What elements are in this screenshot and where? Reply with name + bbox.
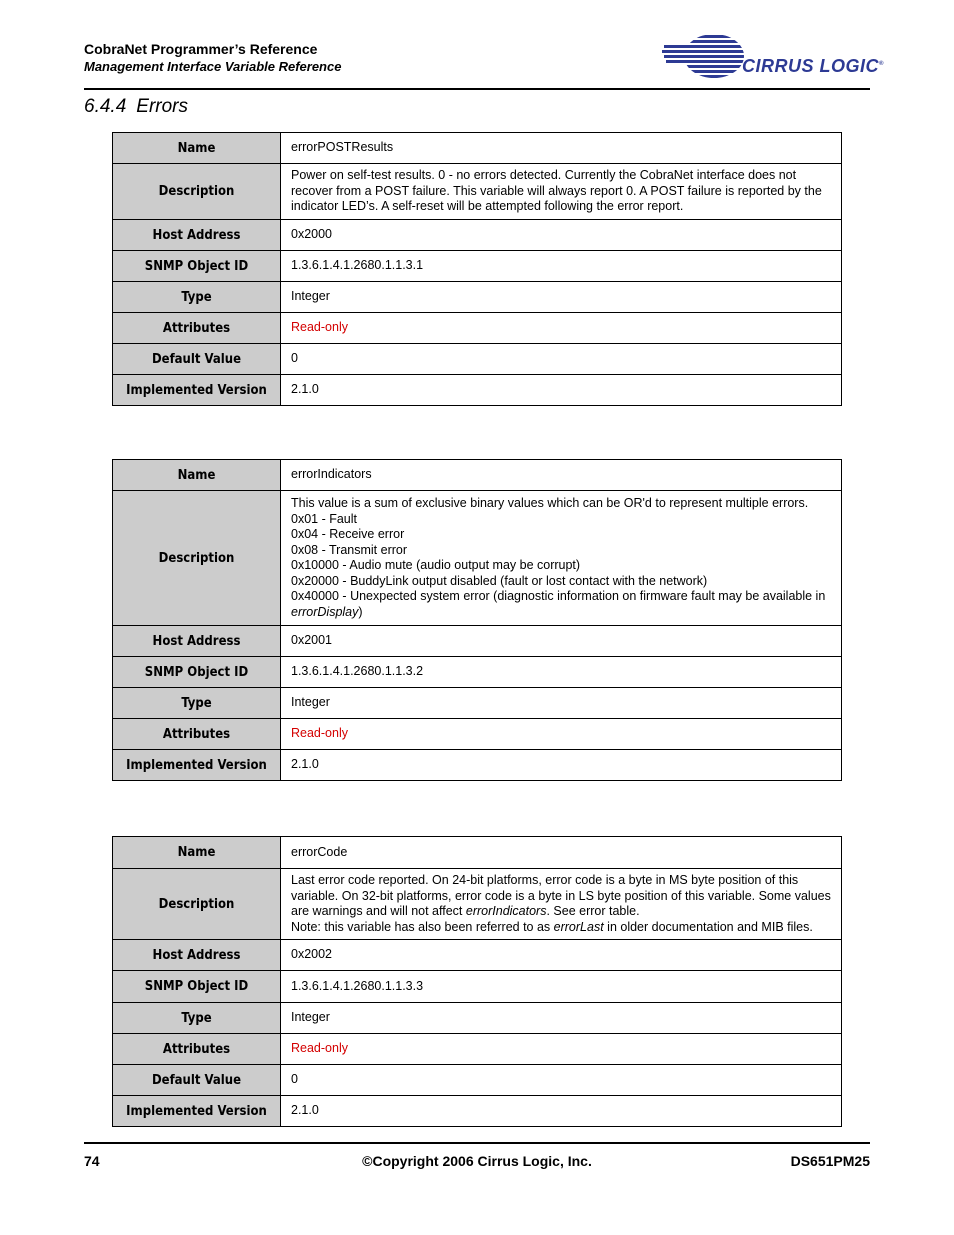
value-description (281, 869, 842, 940)
copyright-notice: ©Copyright 2006 Cirrus Logic, Inc. (362, 1153, 592, 1169)
logo-globe-icon (662, 32, 752, 86)
value-version: 2.1.0 (281, 1096, 842, 1127)
label-description: Description (113, 164, 281, 220)
value-type: Integer (281, 688, 842, 719)
label-host-address: Host Address (113, 626, 281, 657)
label-name: Name (113, 133, 281, 164)
label-snmp: SNMP Object ID (113, 971, 281, 1003)
label-host-address: Host Address (113, 940, 281, 971)
description-line: 0x40000 - Unexpected system error (diagnostic information on firmware fault may be available in errorDisplay) (291, 589, 826, 619)
value-type: Integer (281, 282, 842, 313)
footer-rule (84, 1142, 870, 1144)
description-line: 0x20000 - BuddyLink output disabled (fault or lost contact with the network) (291, 573, 708, 588)
value-snmp: 1.3.6.1.4.1.2680.1.1.3.1 (281, 251, 842, 282)
variable-table-errorCode (112, 836, 842, 1127)
value-description (281, 491, 842, 626)
row-snmp (113, 251, 842, 282)
description-line: Note: this variable has also been referred to as errorLast in older documentation and MIB files. (291, 919, 813, 934)
section-heading (84, 96, 188, 118)
row-type (113, 282, 842, 313)
row-description (113, 869, 842, 940)
value-host-address: 0x2000 (281, 220, 842, 251)
row-type (113, 688, 842, 719)
label-version: Implemented Version (113, 375, 281, 406)
header-rule (84, 88, 870, 90)
row-name (113, 837, 842, 869)
document-title: CobraNet Programmer’s Reference (84, 41, 318, 57)
value-snmp: 1.3.6.1.4.1.2680.1.1.3.2 (281, 657, 842, 688)
row-version (113, 1096, 842, 1127)
logo-wordmark: CIRRUS LOGIC® (742, 56, 884, 76)
row-snmp (113, 971, 842, 1003)
description-line: 0x10000 - Audio mute (audio output may be corrupt) (291, 558, 581, 572)
description-line: This value is a sum of exclusive binary values which can be OR'd to represent multiple errors. (291, 496, 809, 510)
variable-table-errorIndicators (112, 459, 842, 781)
value-description: Power on self-test results. 0 - no errors detected. Currently the CobraNet interface does not recover from a POST failure. This variable will always report 0. A POST failure is reported by the indicator LED’s. A self-reset will be attempted following the error report. (281, 164, 842, 220)
value-host-address: 0x2001 (281, 626, 842, 657)
value-type: Integer (281, 1003, 842, 1034)
value-snmp: 1.3.6.1.4.1.2680.1.1.3.3 (281, 971, 842, 1003)
section-number: 6.4.4 (84, 96, 127, 117)
label-snmp: SNMP Object ID (113, 251, 281, 282)
label-version: Implemented Version (113, 750, 281, 781)
row-version (113, 750, 842, 781)
value-attributes: Read-only (281, 719, 842, 750)
row-host-address (113, 220, 842, 251)
label-name: Name (113, 837, 281, 869)
label-type: Type (113, 688, 281, 719)
section-title: Errors (136, 96, 188, 117)
variable-reference: errorLast (553, 919, 604, 934)
variable-reference: errorDisplay (291, 604, 359, 619)
label-default: Default Value (113, 1065, 281, 1096)
label-type: Type (113, 1003, 281, 1034)
row-attributes (113, 1034, 842, 1065)
value-default: 0 (281, 1065, 842, 1096)
variable-reference: errorIndicators (465, 904, 547, 918)
row-snmp (113, 657, 842, 688)
label-description: Description (113, 869, 281, 940)
row-description (113, 491, 842, 626)
value-attributes: Read-only (281, 1034, 842, 1065)
copyright-symbol: © (362, 1153, 373, 1169)
description-line: 0x01 - Fault (291, 511, 358, 526)
page-header (84, 40, 884, 76)
value-default: 0 (281, 344, 842, 375)
label-attributes: Attributes (113, 719, 281, 750)
document-subtitle: Management Interface Variable Reference (84, 59, 342, 74)
document-number: DS651PM25 (790, 1153, 870, 1169)
page-number: 74 (84, 1153, 100, 1169)
row-type (113, 1003, 842, 1034)
cirrus-logic-logo (662, 32, 884, 86)
description-line: 0x04 - Receive error (291, 527, 405, 541)
value-attributes: Read-only (281, 313, 842, 344)
value-version: 2.1.0 (281, 750, 842, 781)
label-attributes: Attributes (113, 1034, 281, 1065)
row-default (113, 344, 842, 375)
label-attributes: Attributes (113, 313, 281, 344)
description-line: Last error code reported. On 24-bit platforms, error code is a byte in MS byte position of this variable. On 32-bit platforms, error code is a byte in LS byte position of this variable. Some values are warnings and will not affect errorIndicators. See error table. (291, 873, 831, 918)
value-host-address: 0x2002 (281, 940, 842, 971)
value-name: errorIndicators (281, 460, 842, 491)
label-version: Implemented Version (113, 1096, 281, 1127)
label-default: Default Value (113, 344, 281, 375)
label-host-address: Host Address (113, 220, 281, 251)
value-name: errorCode (281, 837, 842, 869)
row-name (113, 460, 842, 491)
value-version: 2.1.0 (281, 375, 842, 406)
label-name: Name (113, 460, 281, 491)
row-attributes (113, 719, 842, 750)
row-default (113, 1065, 842, 1096)
value-name: errorPOSTResults (281, 133, 842, 164)
row-host-address (113, 626, 842, 657)
row-host-address (113, 940, 842, 971)
label-type: Type (113, 282, 281, 313)
row-description (113, 164, 842, 220)
row-attributes (113, 313, 842, 344)
variable-table-errorPOSTResults (112, 132, 842, 406)
row-name (113, 133, 842, 164)
label-snmp: SNMP Object ID (113, 657, 281, 688)
row-version (113, 375, 842, 406)
description-line: 0x08 - Transmit error (291, 542, 408, 557)
label-description: Description (113, 491, 281, 626)
